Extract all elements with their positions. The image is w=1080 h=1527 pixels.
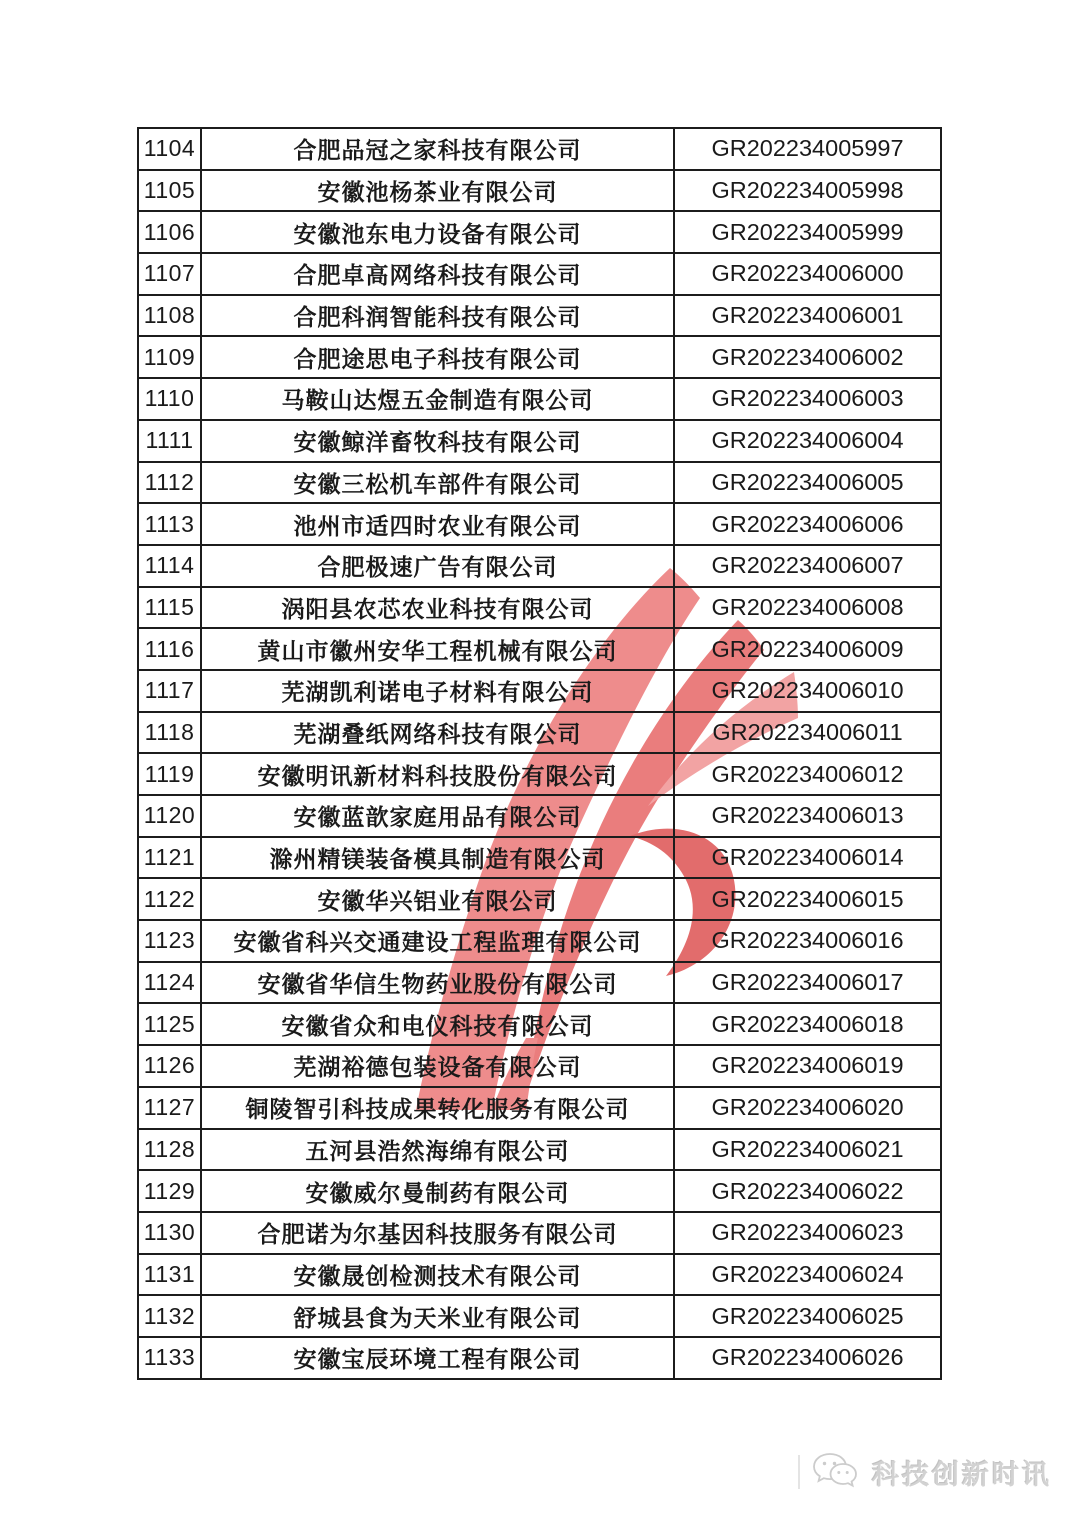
row-index-cell: 1120 [138,795,201,837]
certificate-no-cell: GR202234006011 [674,712,941,754]
row-index-cell: 1131 [138,1254,201,1296]
certificate-no-cell: GR202234006015 [674,878,941,920]
company-name-cell: 安徽宝辰环境工程有限公司 [201,1337,674,1379]
row-index-cell: 1106 [138,211,201,253]
row-index-cell: 1109 [138,336,201,378]
table-row [138,253,941,295]
certificate-no-cell: GR202234006024 [674,1254,941,1296]
table-row [138,712,941,754]
row-index-cell: 1115 [138,587,201,629]
certificate-no-cell: GR202234006002 [674,336,941,378]
row-index-cell: 1104 [138,128,201,170]
certificate-no-cell: GR202234006004 [674,420,941,462]
row-index-cell: 1108 [138,295,201,337]
certificate-no-cell: GR202234006000 [674,253,941,295]
table-row [138,628,941,670]
table-row [138,1129,941,1171]
table-row [138,878,941,920]
company-table-body [138,128,941,1379]
certificate-no-cell: GR202234006010 [674,670,941,712]
table-row [138,1212,941,1254]
company-name-cell: 合肥极速广告有限公司 [201,545,674,587]
company-name-cell: 合肥途思电子科技有限公司 [201,336,674,378]
company-name-cell: 安徽华兴铝业有限公司 [201,878,674,920]
company-name-cell: 黄山市徽州安华工程机械有限公司 [201,628,674,670]
company-name-cell: 铜陵智引科技成果转化服务有限公司 [201,1087,674,1129]
certificate-no-cell: GR202234006023 [674,1212,941,1254]
company-name-cell: 马鞍山达煜五金制造有限公司 [201,378,674,420]
footer-divider [798,1455,800,1489]
company-name-cell: 安徽晟创检测技术有限公司 [201,1254,674,1296]
table-row [138,587,941,629]
company-name-cell: 安徽鲸洋畜牧科技有限公司 [201,420,674,462]
company-name-cell: 合肥诺为尔基因科技服务有限公司 [201,1212,674,1254]
table-row [138,795,941,837]
table-row [138,753,941,795]
certificate-no-cell: GR202234006013 [674,795,941,837]
certificate-no-cell: GR202234006020 [674,1087,941,1129]
certificate-no-cell: GR202234006005 [674,462,941,504]
table-row [138,1295,941,1337]
certificate-no-cell: GR202234006003 [674,378,941,420]
row-index-cell: 1116 [138,628,201,670]
row-index-cell: 1130 [138,1212,201,1254]
table-row [138,420,941,462]
certificate-no-cell: GR202234006016 [674,920,941,962]
row-index-cell: 1123 [138,920,201,962]
company-name-cell: 安徽威尔曼制药有限公司 [201,1170,674,1212]
certificate-no-cell: GR202234006025 [674,1295,941,1337]
certificate-no-cell: GR202234006014 [674,837,941,879]
certificate-no-cell: GR202234006009 [674,628,941,670]
company-name-cell: 芜湖叠纸网络科技有限公司 [201,712,674,754]
company-name-cell: 安徽池杨茶业有限公司 [201,170,674,212]
certificate-no-cell: GR202234006022 [674,1170,941,1212]
certificate-no-cell: GR202234006012 [674,753,941,795]
certificate-no-cell: GR202234006018 [674,1003,941,1045]
company-name-cell: 滁州精镁装备模具制造有限公司 [201,837,674,879]
table-row [138,1003,941,1045]
row-index-cell: 1122 [138,878,201,920]
row-index-cell: 1112 [138,462,201,504]
company-name-cell: 安徽省华信生物药业股份有限公司 [201,962,674,1004]
row-index-cell: 1128 [138,1129,201,1171]
company-name-cell: 池州市适四时农业有限公司 [201,503,674,545]
certificate-no-cell: GR202234006008 [674,587,941,629]
table-row [138,378,941,420]
row-index-cell: 1133 [138,1337,201,1379]
table-row [138,336,941,378]
table-row [138,670,941,712]
company-name-cell: 合肥科润智能科技有限公司 [201,295,674,337]
certificate-no-cell: GR202234005999 [674,211,941,253]
company-name-cell: 舒城县食为天米业有限公司 [201,1295,674,1337]
table-row [138,920,941,962]
table-row [138,545,941,587]
certificate-no-cell: GR202234005998 [674,170,941,212]
table-row [138,462,941,504]
row-index-cell: 1125 [138,1003,201,1045]
company-name-cell: 芜湖凯利诺电子材料有限公司 [201,670,674,712]
row-index-cell: 1121 [138,837,201,879]
row-index-cell: 1118 [138,712,201,754]
table-row [138,295,941,337]
row-index-cell: 1117 [138,670,201,712]
certificate-no-cell: GR202234006026 [674,1337,941,1379]
certificate-no-cell: GR202234006017 [674,962,941,1004]
row-index-cell: 1110 [138,378,201,420]
row-index-cell: 1126 [138,1045,201,1087]
wechat-icon [810,1450,862,1494]
table-row [138,1045,941,1087]
table-row [138,1337,941,1379]
table-row [138,211,941,253]
row-index-cell: 1124 [138,962,201,1004]
company-name-cell: 安徽三松机车部件有限公司 [201,462,674,504]
company-name-cell: 芜湖裕德包装设备有限公司 [201,1045,674,1087]
certificate-no-cell: GR202234006006 [674,503,941,545]
company-name-cell: 涡阳县农芯农业科技有限公司 [201,587,674,629]
company-name-cell: 安徽明讯新材料科技股份有限公司 [201,753,674,795]
row-index-cell: 1127 [138,1087,201,1129]
footer-brand [798,1446,1052,1498]
row-index-cell: 1113 [138,503,201,545]
company-name-cell: 安徽池东电力设备有限公司 [201,211,674,253]
company-name-cell: 合肥卓高网络科技有限公司 [201,253,674,295]
table-row [138,170,941,212]
table-row [138,1170,941,1212]
certificate-no-cell: GR202234006007 [674,545,941,587]
certificate-no-cell: GR202234005997 [674,128,941,170]
row-index-cell: 1132 [138,1295,201,1337]
table-row [138,1087,941,1129]
brand-name: 科技创新时讯 [872,1459,1052,1490]
table-row [138,962,941,1004]
row-index-cell: 1111 [138,420,201,462]
table-row [138,1254,941,1296]
company-certificate-table [137,127,942,1380]
certificate-no-cell: GR202234006019 [674,1045,941,1087]
company-name-cell: 安徽蓝歆家庭用品有限公司 [201,795,674,837]
table-row [138,128,941,170]
row-index-cell: 1107 [138,253,201,295]
table-row [138,837,941,879]
row-index-cell: 1114 [138,545,201,587]
row-index-cell: 1119 [138,753,201,795]
company-name-cell: 合肥品冠之家科技有限公司 [201,128,674,170]
certificate-no-cell: GR202234006021 [674,1129,941,1171]
company-name-cell: 安徽省众和电仪科技有限公司 [201,1003,674,1045]
row-index-cell: 1129 [138,1170,201,1212]
table-row [138,503,941,545]
company-name-cell: 五河县浩然海绵有限公司 [201,1129,674,1171]
certificate-no-cell: GR202234006001 [674,295,941,337]
company-name-cell: 安徽省科兴交通建设工程监理有限公司 [201,920,674,962]
row-index-cell: 1105 [138,170,201,212]
